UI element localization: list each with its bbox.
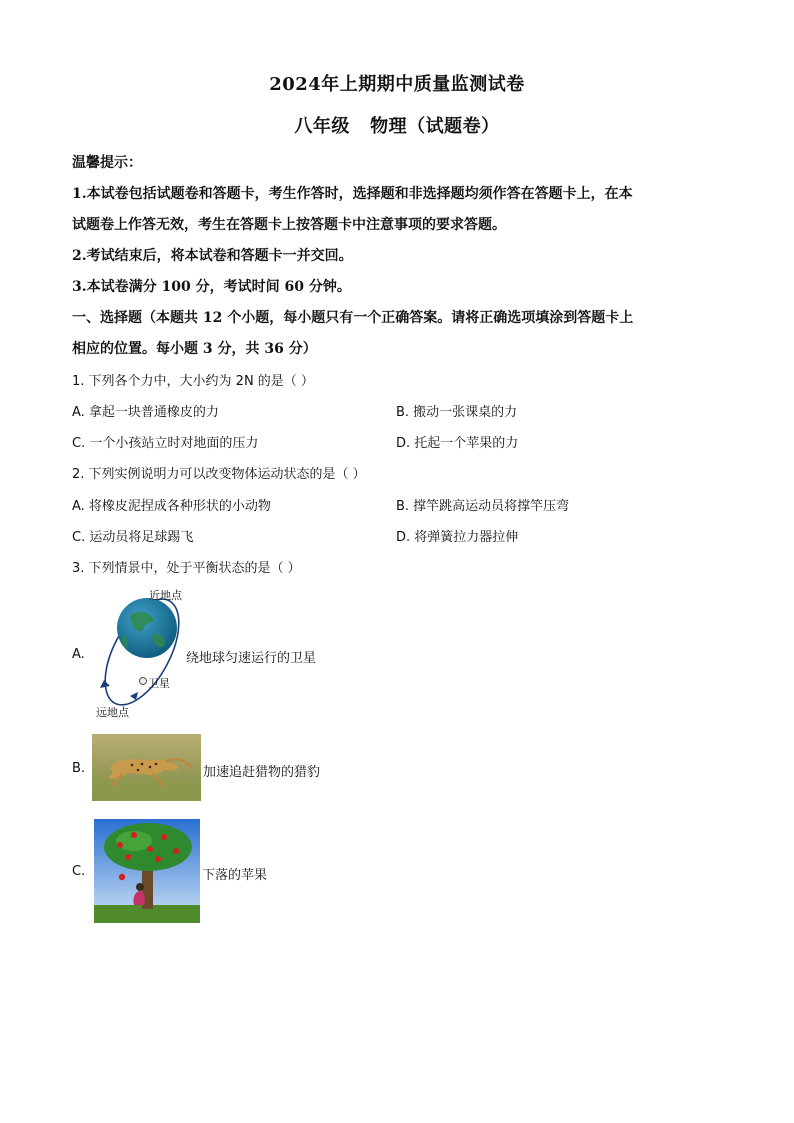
question-1-option-c: C. 一个小孩站立时对地面的压力 <box>72 436 259 451</box>
question-1-option-a: A. 拿起一块普通橡皮的力 <box>72 405 219 420</box>
question-3-stem: 3. 下列情景中，处于平衡状态的是（ ） <box>72 561 301 576</box>
apple-icon <box>161 834 167 840</box>
apple-icon <box>173 848 179 854</box>
cheetah-spot <box>149 766 152 769</box>
exam-subtitle: 八年级 物理（试题卷） <box>294 116 500 137</box>
question-3-option-b-caption: 加速追赶猎物的猎豹 <box>203 765 321 780</box>
question-3-option-a-letter: A. <box>72 647 85 662</box>
apple-icon <box>131 832 137 838</box>
question-2-option-a: A. 将橡皮泥捏成各种形状的小动物 <box>72 499 271 514</box>
question-2-option-b: B. 撑竿跳高运动员将撑竿压弯 <box>396 499 570 514</box>
notice-item-3: 3.本试卷满分 100 分，考试时间 60 分钟。 <box>72 279 351 295</box>
orbit-arrow <box>130 692 138 700</box>
person-head <box>136 883 144 891</box>
cheetah-figure <box>92 734 201 801</box>
question-3-option-c-caption: 下落的苹果 <box>202 868 268 883</box>
apple-tree-figure <box>94 819 200 923</box>
notice-item-1-line-1: 1.本试卷包括试题卷和答题卡，考生作答时，选择题和非选择题均须作答在答题卡上，在本 <box>72 186 633 202</box>
cheetah-spot <box>131 764 134 767</box>
satellite-icon <box>140 678 147 685</box>
question-3-option-a-caption: 绕地球匀速运行的卫星 <box>186 651 317 666</box>
apple-icon <box>147 846 153 852</box>
cheetah-spot <box>137 769 140 772</box>
apple-icon <box>117 842 123 848</box>
question-1-stem: 1. 下列各个力中，大小约为 2N 的是（ ） <box>72 374 314 389</box>
notice-item-1-line-2: 试题卷上作答无效，考生在答题卡上按答题卡中注意事项的要求答题。 <box>72 217 506 233</box>
savanna-ground <box>92 778 201 801</box>
apogee-label: 远地点 <box>96 706 129 719</box>
cheetah-spot <box>155 763 158 766</box>
question-3-option-c-letter: C. <box>72 864 86 879</box>
perigee-label: 近地点 <box>149 589 182 602</box>
question-3-option-b-letter: B. <box>72 761 86 776</box>
falling-apple-icon <box>119 874 125 880</box>
exam-title: 2024年上期期中质量监测试卷 <box>269 74 525 95</box>
cheetah-spot <box>141 763 144 766</box>
satellite-label: 卫星 <box>148 677 170 690</box>
apple-icon <box>155 856 161 862</box>
section-1-heading-line-2: 相应的位置。每小题 3 分，共 36 分） <box>72 341 317 357</box>
notice-heading: 温馨提示： <box>72 155 142 171</box>
satellite-orbit-figure <box>90 584 190 720</box>
question-1-option-d: D. 托起一个苹果的力 <box>396 436 519 451</box>
question-2-option-d: D. 将弹簧拉力器拉伸 <box>396 530 519 545</box>
apple-icon <box>125 854 131 860</box>
notice-item-2: 2.考试结束后，将本试卷和答题卡一并交回。 <box>72 248 353 264</box>
section-1-heading-line-1: 一、选择题（本题共 12 个小题，每小题只有一个正确答案。请将正确选项填涂到答题卡上 <box>72 310 634 326</box>
question-2-stem: 2. 下列实例说明力可以改变物体运动状态的是（ ） <box>72 467 366 482</box>
question-2-option-c: C. 运动员将足球踢飞 <box>72 530 194 545</box>
orbit-arrow <box>100 680 110 688</box>
question-1-option-b: B. 搬动一张课桌的力 <box>396 405 518 420</box>
